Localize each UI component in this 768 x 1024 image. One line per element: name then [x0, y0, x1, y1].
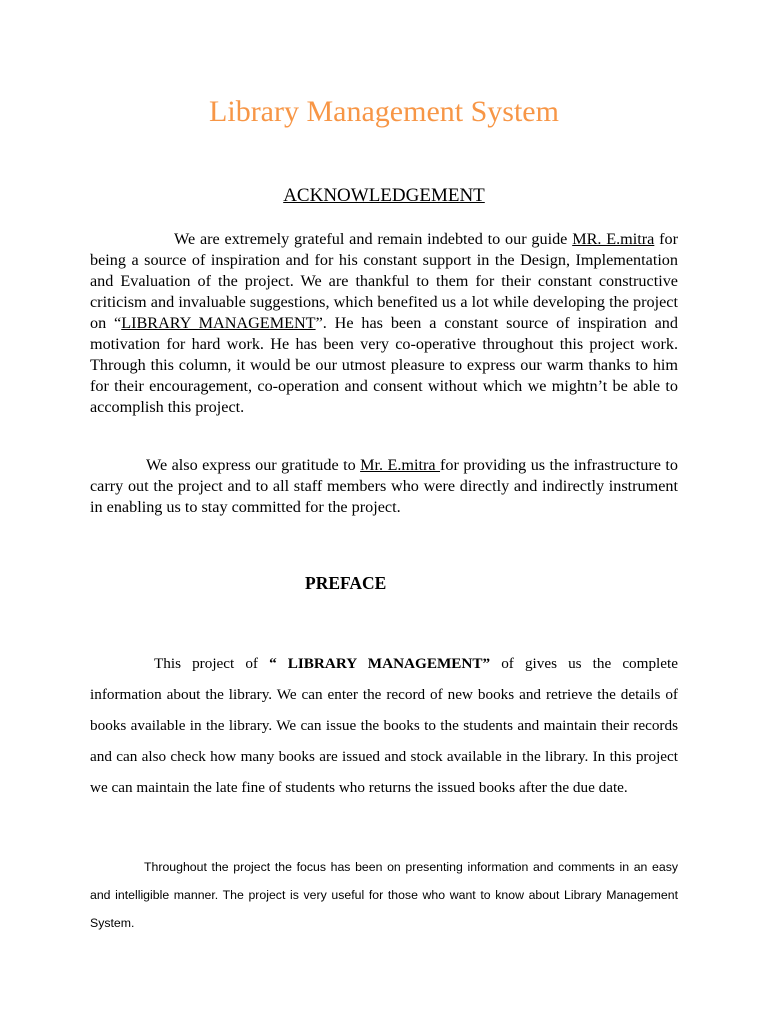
document-title: Library Management System — [209, 95, 559, 128]
preface-paragraph-2: Throughout the project the focus has been on presenting information and comments in an easy and intelligible manner. The project is very useful for those who want to know about Library Management System. — [90, 860, 678, 930]
ack-p2-body: for providing us the infrastructure to carry out the project and to all staff members who were directly and indirectly instrument in enabling us to stay committed for the project. — [90, 456, 678, 516]
gratitude-name: Mr. E.mitra — [360, 456, 441, 474]
ack-p1-closing: ”. He has been a constant source of inspiration and motivation for hard work. He has been very co-operative throughout this project work. Through this column, it would be our utmost pleasure to express our warm thanks to him for their encouragement, co-operation and consent without which we mightn’t be able to accomplish this project. — [90, 314, 678, 416]
ack-p1-intro: We are extremely grateful and remain indebted to our guide — [174, 230, 573, 248]
preface-p1-body: of gives us the complete information about the library. We can enter the record of new books and retrieve the details of books available in the library. We can issue the books to the students and maintain their records and can also check how many books are issued and stock available in the library. In this project we can maintain the late fine of students who returns the issued books after the due date. — [90, 655, 678, 796]
acknowledgement-heading-text: ACKNOWLEDGEMENT — [283, 185, 485, 206]
acknowledgement-paragraph-1 — [90, 229, 678, 418]
guide-name: MR. E.mitra — [572, 230, 655, 248]
preface-heading: PREFACE — [305, 573, 387, 593]
acknowledgement-paragraph-2 — [90, 455, 678, 518]
preface-paragraph-1 — [90, 648, 678, 803]
acknowledgement-heading — [0, 184, 768, 208]
project-name: LIBRARY MANAGEMENT — [121, 314, 316, 332]
ack-p2-intro: We also express our gratitude to — [146, 456, 361, 474]
preface-project-name: “ LIBRARY MANAGEMENT” — [269, 655, 491, 672]
ack-p1-body: for being a source of inspiration and for his constant support in the Design, Implementation and Evaluation of the project. We are thankful to them for their constant constructive criticism and invaluable suggestions, which benefited us a lot while developing the project on “ — [90, 230, 679, 332]
preface-p1-intro: This project of — [154, 655, 270, 672]
